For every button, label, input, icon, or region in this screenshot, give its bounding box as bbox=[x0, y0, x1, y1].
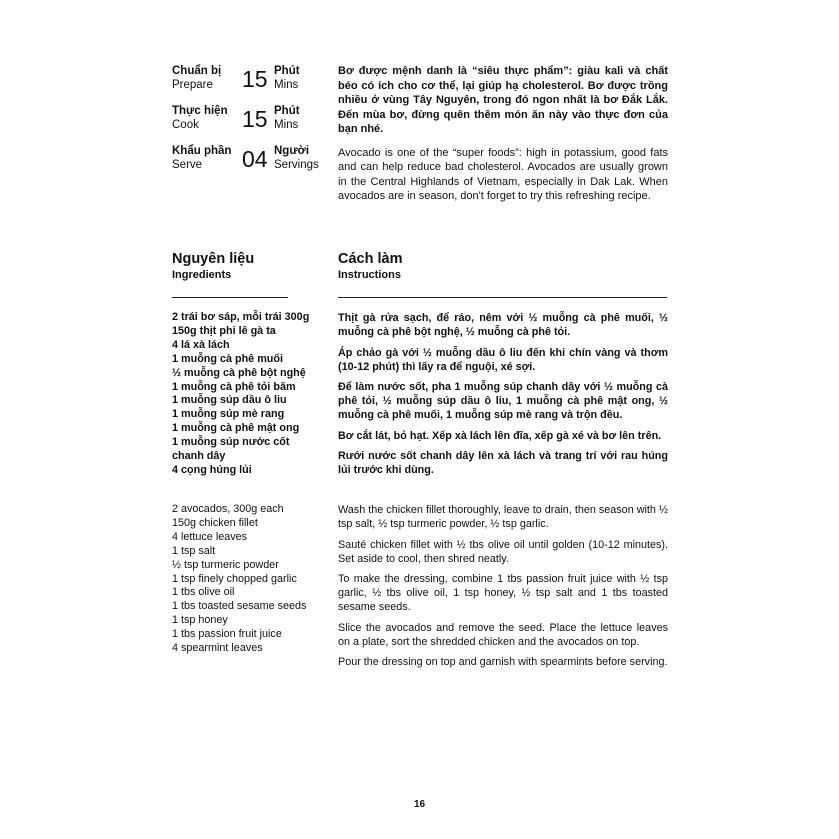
list-item: 4 lá xà lách bbox=[172, 338, 230, 351]
instruction-step: To make the dressing, combine 1 tbs passion fruit juice with ½ tsp garlic, ½ tbs olive oil, 1 tsp honey, ½ tsp salt and 1 tbs toasted sesame seeds. bbox=[338, 573, 668, 613]
list-item: 4 lettuce leaves bbox=[172, 530, 248, 543]
ingredients-list-en bbox=[172, 503, 312, 656]
recipe-intro bbox=[338, 64, 668, 213]
list-item: chanh dây bbox=[172, 450, 226, 463]
list-item: ½ tsp turmeric powder bbox=[172, 558, 279, 571]
stat-serve bbox=[172, 144, 322, 184]
ingredients-title-en: Ingredients bbox=[172, 269, 232, 281]
list-item: 1 muỗng súp nước cốt bbox=[172, 436, 290, 449]
stat-unit-en: Mins bbox=[274, 119, 299, 131]
list-item: 150g thịt phi lê gà ta bbox=[172, 324, 276, 337]
list-item: 1 tsp finely chopped garlic bbox=[172, 572, 297, 585]
stat-label-en: Cook bbox=[172, 119, 199, 131]
stat-unit-en: Mins bbox=[274, 79, 299, 91]
stat-unit-vi: Phút bbox=[274, 65, 300, 77]
list-item: 1 tbs olive oil bbox=[172, 586, 235, 599]
instruction-step: Thịt gà rửa sạch, để ráo, nêm với ½ muỗng cà phê muối, ½ muỗng cà phê bột nghệ, ½ muỗng cà phê tỏi. bbox=[338, 312, 668, 338]
stat-unit-en: Servings bbox=[274, 159, 319, 171]
stat-label-vi: Khẩu phần bbox=[172, 145, 232, 157]
instructions-heading bbox=[338, 250, 402, 283]
instructions-steps-en bbox=[338, 503, 668, 676]
list-item: 1 muỗng cà phê tỏi băm bbox=[172, 380, 296, 393]
instruction-step: Rưới nước sốt chanh dây lên xà lách và trang trí với rau húng lủi trước khi dùng. bbox=[338, 450, 668, 476]
page-number: 16 bbox=[413, 799, 426, 810]
stat-number: 04 bbox=[242, 146, 268, 172]
instructions-title-vi: Cách làm bbox=[338, 251, 403, 267]
instructions-divider bbox=[338, 297, 667, 298]
instructions-steps-vi bbox=[338, 311, 668, 484]
stat-label-vi: Chuẩn bị bbox=[172, 65, 222, 77]
stat-label-en: Serve bbox=[172, 159, 203, 171]
stat-unit-vi: Phút bbox=[274, 105, 300, 117]
list-item: 150g chicken fillet bbox=[172, 516, 258, 529]
ingredients-list-vi bbox=[172, 311, 312, 478]
instruction-step: Bơ cắt lát, bỏ hạt. Xếp xà lách lên đĩa, xếp gà xé và bơ lên trên. bbox=[338, 429, 662, 442]
list-item: 1 muỗng cà phê muối bbox=[172, 352, 283, 365]
ingredients-divider bbox=[172, 297, 288, 298]
recipe-stats bbox=[172, 64, 322, 184]
list-item: 2 trái bơ sáp, mỗi trái 300g bbox=[172, 311, 310, 323]
list-item: 4 spearmint leaves bbox=[172, 642, 263, 655]
list-item: 4 cọng húng lủi bbox=[172, 463, 252, 476]
ingredients-heading bbox=[172, 250, 254, 283]
list-item: 1 tsp salt bbox=[172, 544, 216, 557]
stat-label-en: Prepare bbox=[172, 79, 213, 91]
instruction-step: Pour the dressing on top and garnish with spearmints before serving. bbox=[338, 656, 668, 668]
stat-number: 15 bbox=[242, 66, 268, 92]
list-item: 1 tsp honey bbox=[172, 614, 228, 627]
stat-number: 15 bbox=[242, 106, 268, 132]
intro-text-en: Avocado is one of the “super foods”: high in potassium, good fats and can help reduce bad cholesterol. Avocados are usually grown in the Central Highlands of Vietnam, especially in Dak Lak. When avocados are in season, don't forget to try this refreshing recipe. bbox=[338, 146, 668, 202]
instruction-step: Slice the avocados and remove the seed. Place the lettuce leaves on a plate, sort the shredded chicken and the avocados on top. bbox=[338, 621, 668, 648]
instruction-step: Để làm nước sốt, pha 1 muỗng súp chanh dây với ½ muỗng cà phê tỏi, ½ muỗng súp dầu ô liu, 1 muỗng cà phê mật ong, ½ muỗng cà phê muối, 1 muỗng súp mè rang và trộn đều. bbox=[338, 381, 668, 421]
stat-label-vi: Thực hiện bbox=[172, 105, 228, 117]
list-item: 1 muỗng súp dầu ô liu bbox=[172, 394, 287, 407]
instruction-step: Wash the chicken fillet thoroughly, leave to drain, then season with ½ tsp salt, ½ tsp turmeric powder, ½ tsp garlic. bbox=[338, 504, 668, 530]
instruction-step: Sauté chicken fillet with ½ tbs olive oil until golden (10-12 minutes). Set aside to cool, then shred neatly. bbox=[338, 538, 668, 565]
intro-text-vi: Bơ được mệnh danh là “siêu thực phẩm”: giàu kali và chất béo có ích cho cơ thể, lại giúp hạ cholesterol. Bơ được trồng nhiều ở vùng Tây Nguyên, trong đó ngon nhất là bơ Đắk Lắk. Đến mùa bơ, đừng quên thêm món ăn này vào thực đơn của bạn nhé. bbox=[338, 65, 668, 135]
list-item: 1 tbs toasted sesame seeds bbox=[172, 600, 307, 613]
list-item: ½ muỗng cà phê bột nghệ bbox=[172, 366, 306, 379]
list-item: 1 muỗng cà phê mật ong bbox=[172, 422, 300, 435]
list-item: 1 tbs passion fruit juice bbox=[172, 628, 282, 641]
stat-unit-vi: Người bbox=[274, 145, 310, 157]
list-item: 2 avocados, 300g each bbox=[172, 503, 284, 515]
list-item: 1 muỗng súp mè rang bbox=[172, 408, 285, 421]
ingredients-title-vi: Nguyên liệu bbox=[172, 251, 255, 267]
instruction-step: Áp chảo gà với ½ muỗng dầu ô liu đến khi chín vàng và thơm (10-12 phút) thì lấy ra để nguội, xé sợi. bbox=[338, 346, 668, 373]
instructions-title-en: Instructions bbox=[338, 269, 401, 281]
stat-cook bbox=[172, 104, 322, 144]
stat-prepare bbox=[172, 64, 322, 104]
